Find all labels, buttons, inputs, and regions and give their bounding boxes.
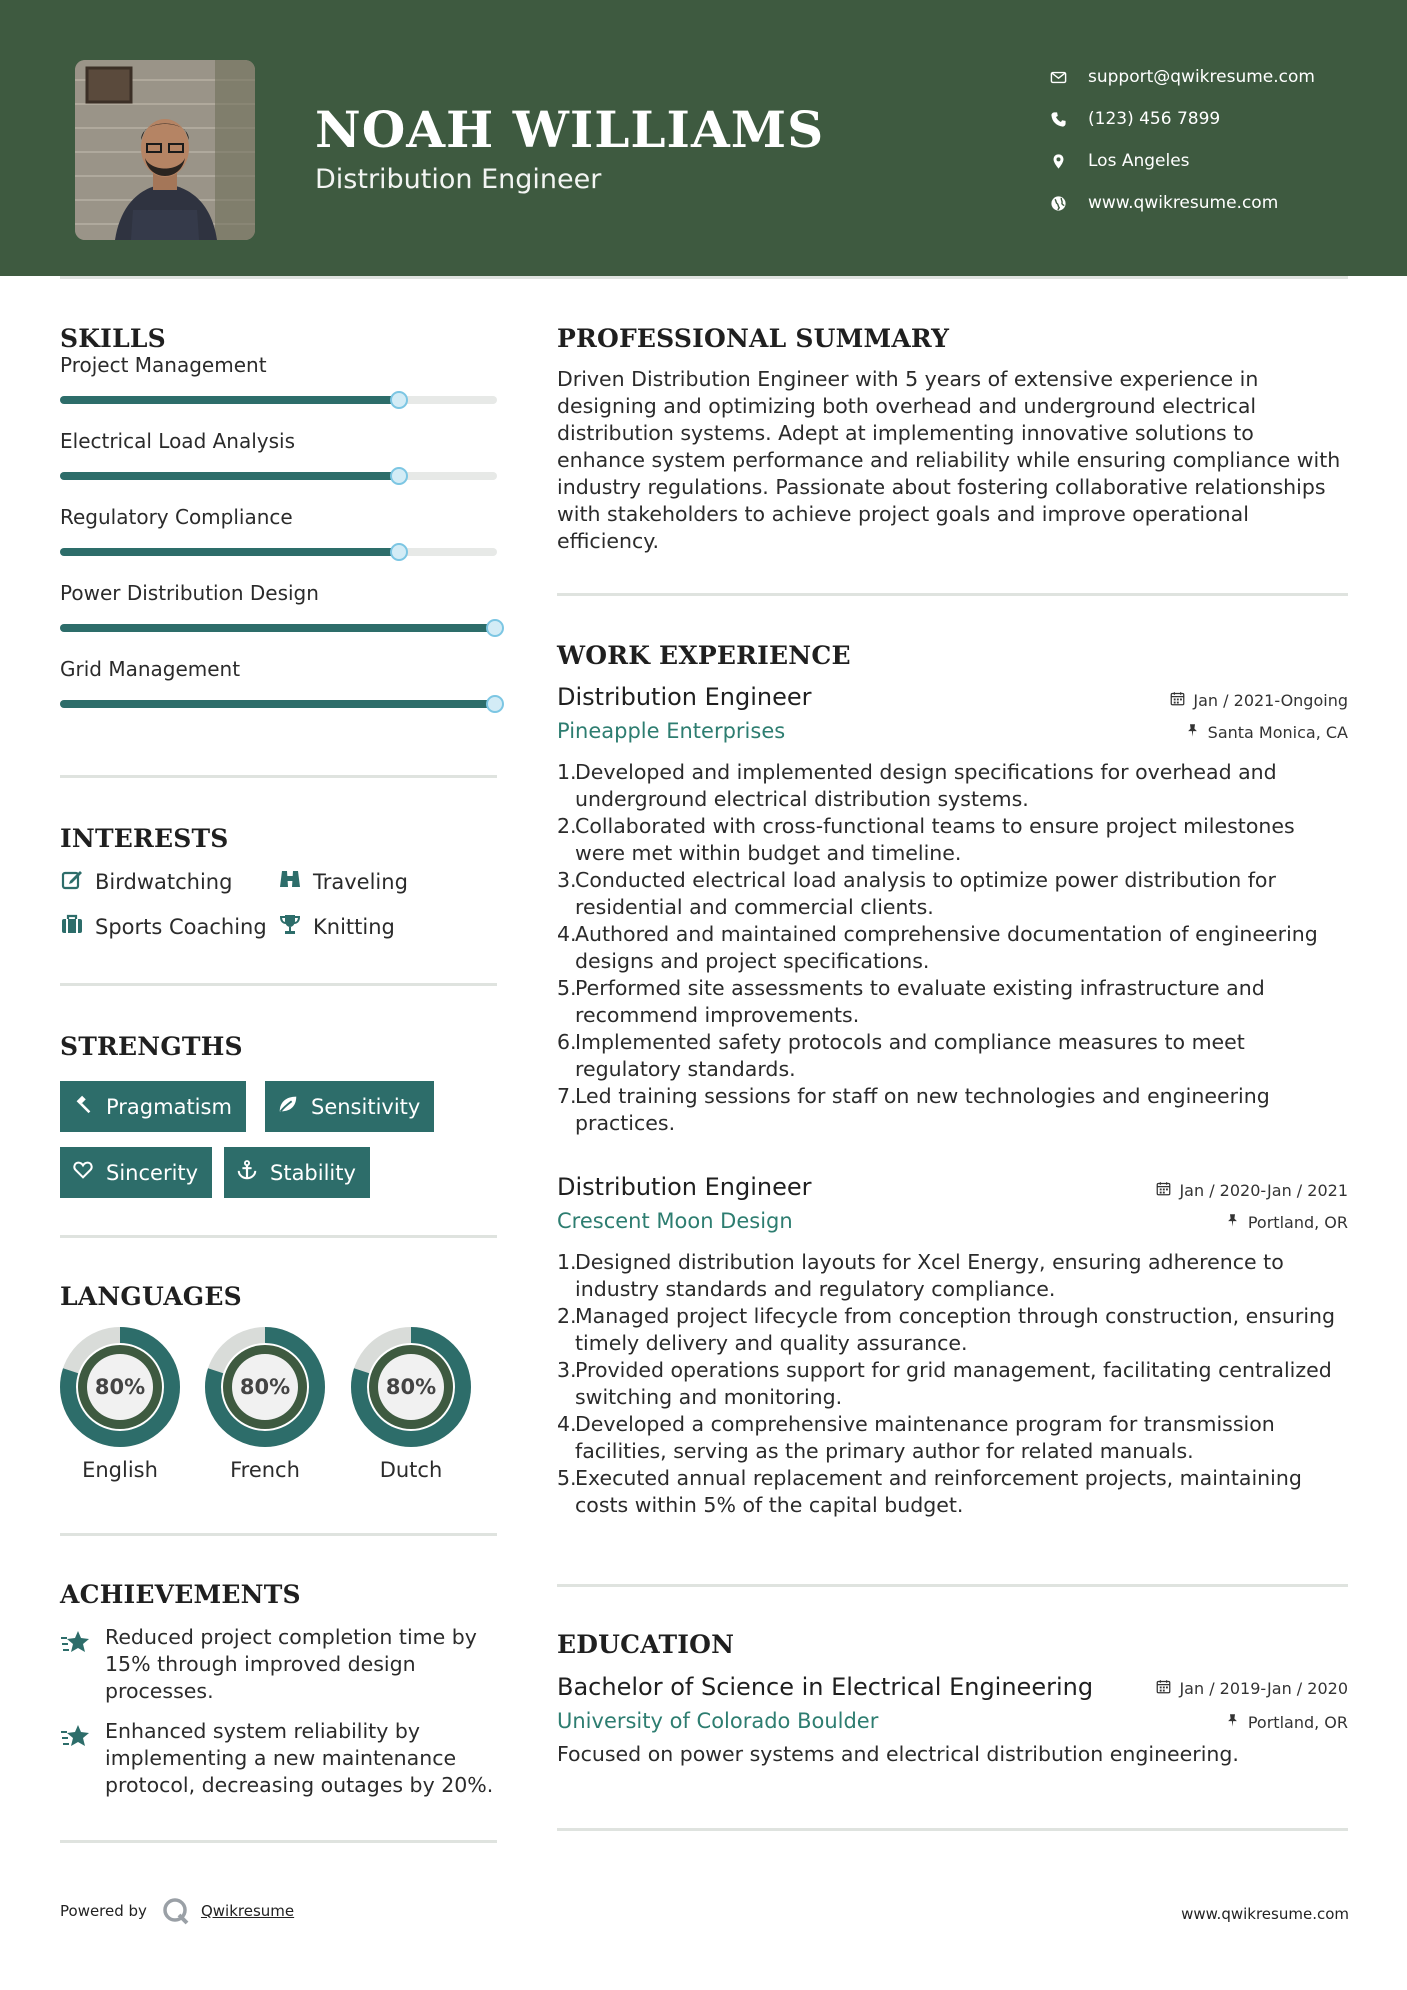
interest-item bbox=[278, 912, 395, 941]
interest-item bbox=[60, 867, 232, 896]
education-title: EDUCATION bbox=[557, 1630, 735, 1659]
strength-label: Sincerity bbox=[106, 1160, 199, 1185]
globe-icon bbox=[1050, 195, 1088, 212]
job-bullet: 2. Managed project lifecycle from conception through construction, ensuring timely delivery and quality assurance. bbox=[557, 1304, 1336, 1355]
job-bullets bbox=[557, 1249, 1348, 1519]
strength-label: Stability bbox=[270, 1160, 356, 1185]
job-title: Distribution Engineer bbox=[557, 1173, 812, 1201]
language-name: French bbox=[230, 1458, 300, 1482]
contact-location bbox=[1050, 140, 1370, 182]
phone-icon bbox=[1050, 111, 1088, 128]
star-badge-icon bbox=[60, 1718, 105, 1799]
section-divider bbox=[60, 983, 497, 986]
strength-label: Pragmatism bbox=[106, 1094, 232, 1119]
pushpin-icon bbox=[1185, 723, 1208, 742]
section-divider bbox=[60, 1840, 497, 1843]
skill-bar-fill bbox=[60, 472, 399, 480]
skill-label: Regulatory Compliance bbox=[60, 505, 293, 529]
language-item bbox=[50, 1326, 190, 1482]
degree-title: Bachelor of Science in Electrical Engineering bbox=[557, 1673, 1094, 1701]
pushpin-icon bbox=[1225, 1213, 1248, 1232]
education-entry bbox=[557, 1673, 1348, 1766]
contact-phone[interactable] bbox=[1050, 98, 1370, 140]
heart-icon bbox=[72, 1159, 106, 1186]
job-bullet: 5. Performed site assessments to evaluate existing infrastructure and recommend improvements. bbox=[557, 976, 1265, 1027]
contact-list bbox=[1050, 56, 1370, 224]
achievement-text: Reduced project completion time by 15% through improved design processes. bbox=[105, 1625, 477, 1703]
language-ring bbox=[350, 1326, 472, 1448]
strengths-title: STRENGTHS bbox=[60, 1032, 243, 1061]
achievement-text: Enhanced system reliability by implementing a new maintenance protocol, decreasing outages by 20%. bbox=[105, 1719, 494, 1797]
qwikresume-logo-icon bbox=[161, 1896, 191, 1926]
job-bullet: 5. Executed annual replacement and reinforcement projects, maintaining costs within 5% of the capital budget. bbox=[557, 1466, 1302, 1517]
skill-item bbox=[60, 429, 497, 505]
skill-item bbox=[60, 657, 497, 733]
skill-label: Electrical Load Analysis bbox=[60, 429, 296, 453]
candidate-role: Distribution Engineer bbox=[315, 164, 602, 195]
skill-bar-handle bbox=[390, 543, 408, 561]
skill-label: Grid Management bbox=[60, 657, 241, 681]
contact-email-text: support@qwikresume.com bbox=[1088, 67, 1315, 87]
languages-title: LANGUAGES bbox=[60, 1282, 242, 1311]
section-divider bbox=[60, 1533, 497, 1536]
calendar-icon bbox=[1156, 1679, 1179, 1698]
strength-tag bbox=[60, 1147, 212, 1198]
job-dates bbox=[1170, 691, 1348, 710]
contact-email[interactable] bbox=[1050, 56, 1370, 98]
achievements-title: ACHIEVEMENTS bbox=[60, 1580, 301, 1609]
skill-bar-handle bbox=[390, 467, 408, 485]
interest-label: Birdwatching bbox=[95, 869, 233, 894]
summary-text: Driven Distribution Engineer with 5 years of extensive experience in designing and optimizing both overhead and underground electrical distribution systems. Adept at implementing innovative solutions to enhance system performance and reliability while ensuring compliance with industry regulations. Passionate about fostering collaborative relationships with stakeholders to achieve project goals and improve operational efficiency. bbox=[557, 367, 1341, 553]
skill-item bbox=[60, 581, 497, 657]
interest-label: Knitting bbox=[313, 914, 395, 939]
skills-list bbox=[60, 353, 497, 748]
skill-bar-fill bbox=[60, 624, 495, 632]
education-dates-text: Jan / 2019-Jan / 2020 bbox=[1179, 1679, 1348, 1698]
achievement-item bbox=[60, 1718, 497, 1799]
contact-website-text: www.qwikresume.com bbox=[1088, 193, 1279, 213]
header-divider bbox=[60, 276, 1348, 279]
star-badge-icon bbox=[60, 1624, 105, 1705]
skill-bar-handle bbox=[486, 619, 504, 637]
achievement-item bbox=[60, 1624, 497, 1705]
section-divider bbox=[557, 1584, 1348, 1587]
skills-title: SKILLS bbox=[60, 324, 166, 353]
gavel-icon bbox=[72, 1093, 106, 1120]
section-divider bbox=[557, 1828, 1348, 1831]
job-bullet: 7. Led training sessions for staff on new technologies and engineering practices. bbox=[557, 1084, 1270, 1135]
interest-item bbox=[278, 867, 408, 896]
job-bullet: 4. Developed a comprehensive maintenance program for transmission facilities, serving as the primary author for related manuals. bbox=[557, 1412, 1275, 1463]
contact-website[interactable] bbox=[1050, 182, 1370, 224]
summary-title: PROFESSIONAL SUMMARY bbox=[557, 324, 950, 353]
section-divider bbox=[60, 1235, 497, 1238]
job-location-text: Santa Monica, CA bbox=[1207, 723, 1348, 742]
left-column bbox=[60, 318, 497, 1797]
strength-label: Sensitivity bbox=[311, 1094, 421, 1119]
calendar-icon bbox=[1156, 1181, 1179, 1200]
education-location bbox=[1225, 1713, 1348, 1732]
job-dates bbox=[1156, 1181, 1348, 1200]
strength-tag bbox=[60, 1081, 246, 1132]
pushpin-icon bbox=[1225, 1713, 1248, 1732]
job-company: Crescent Moon Design bbox=[557, 1209, 793, 1233]
calendar-icon bbox=[1170, 691, 1193, 710]
footer-website[interactable]: www.qwikresume.com bbox=[1181, 1905, 1349, 1923]
job-bullet: 4. Authored and maintained comprehensive documentation of engineering designs and project specifications. bbox=[557, 922, 1318, 973]
language-name: Dutch bbox=[379, 1458, 443, 1482]
powered-by-label: Powered by bbox=[60, 1902, 147, 1920]
job-bullet: 3. Provided operations support for grid management, facilitating centralized switching and monitoring. bbox=[557, 1358, 1332, 1409]
job-bullet: 1. Developed and implemented design specifications for overhead and underground electrical distribution systems. bbox=[557, 760, 1277, 811]
envelope-icon bbox=[1050, 69, 1088, 86]
language-ring bbox=[204, 1326, 326, 1448]
job-company: Pineapple Enterprises bbox=[557, 719, 786, 743]
edit-icon bbox=[60, 867, 95, 896]
job-dates-text: Jan / 2020-Jan / 2021 bbox=[1179, 1181, 1348, 1200]
skill-item bbox=[60, 505, 497, 581]
section-divider bbox=[60, 775, 497, 778]
qwikresume-link[interactable]: Qwikresume bbox=[200, 1902, 295, 1920]
strength-tag bbox=[224, 1147, 370, 1198]
job-bullet: 2. Collaborated with cross-functional teams to ensure project milestones were met within budget and timeline. bbox=[557, 814, 1295, 865]
profile-photo bbox=[75, 60, 255, 240]
trophy-icon bbox=[278, 912, 313, 941]
skill-bar-fill bbox=[60, 548, 399, 556]
language-percent: 80% bbox=[385, 1375, 437, 1399]
language-name: English bbox=[82, 1458, 158, 1482]
experience-title: WORK EXPERIENCE bbox=[557, 641, 851, 670]
language-item bbox=[195, 1326, 335, 1482]
interest-label: Traveling bbox=[313, 869, 408, 894]
education-dates bbox=[1156, 1679, 1348, 1698]
footer-powered-by bbox=[60, 1896, 294, 1926]
contact-location-text: Los Angeles bbox=[1088, 151, 1190, 171]
job-bullet: 3. Conducted electrical load analysis to optimize power distribution for residential and commercial clients. bbox=[557, 868, 1276, 919]
contact-phone-text: (123) 456 7899 bbox=[1088, 109, 1221, 129]
job-location-text: Portland, OR bbox=[1247, 1213, 1348, 1232]
job-bullet: 6. Implemented safety protocols and compliance measures to meet regulatory standards. bbox=[557, 1030, 1245, 1081]
education-description: Focused on power systems and electrical distribution engineering. bbox=[557, 1742, 1239, 1766]
interest-item bbox=[60, 912, 267, 941]
map-marker-icon bbox=[1050, 153, 1088, 170]
job-title: Distribution Engineer bbox=[557, 683, 812, 711]
skill-bar-handle bbox=[390, 391, 408, 409]
section-divider bbox=[557, 593, 1348, 596]
job-dates-text: Jan / 2021-Ongoing bbox=[1193, 691, 1348, 710]
job-bullet: 1. Designed distribution layouts for Xcel Energy, ensuring adherence to industry standards and regulatory compliance. bbox=[557, 1250, 1284, 1301]
anchor-icon bbox=[236, 1159, 270, 1186]
resume-header bbox=[0, 0, 1407, 276]
education-location-text: Portland, OR bbox=[1247, 1713, 1348, 1732]
interest-label: Sports Coaching bbox=[95, 914, 267, 939]
skill-label: Power Distribution Design bbox=[60, 581, 319, 605]
language-item bbox=[341, 1326, 481, 1482]
skill-bar-fill bbox=[60, 700, 495, 708]
profile-photo-image bbox=[75, 60, 255, 240]
leaf-icon bbox=[277, 1093, 311, 1120]
school-name: University of Colorado Boulder bbox=[557, 1709, 879, 1733]
language-percent: 80% bbox=[239, 1375, 291, 1399]
job-location bbox=[1185, 723, 1348, 742]
strength-tag bbox=[265, 1081, 434, 1132]
job-bullets bbox=[557, 759, 1348, 1137]
skill-item bbox=[60, 353, 497, 429]
job-entry bbox=[557, 683, 1348, 1137]
skill-bar-handle bbox=[486, 695, 504, 713]
language-ring bbox=[59, 1326, 181, 1448]
skill-bar-fill bbox=[60, 396, 399, 404]
binoculars-icon bbox=[278, 867, 313, 896]
candidate-name: NOAH WILLIAMS bbox=[315, 100, 825, 159]
skill-label: Project Management bbox=[60, 353, 267, 377]
briefcase-icon bbox=[60, 912, 95, 941]
job-location bbox=[1225, 1213, 1348, 1232]
job-entry bbox=[557, 1173, 1348, 1519]
interests-title: INTERESTS bbox=[60, 824, 229, 853]
language-percent: 80% bbox=[94, 1375, 146, 1399]
